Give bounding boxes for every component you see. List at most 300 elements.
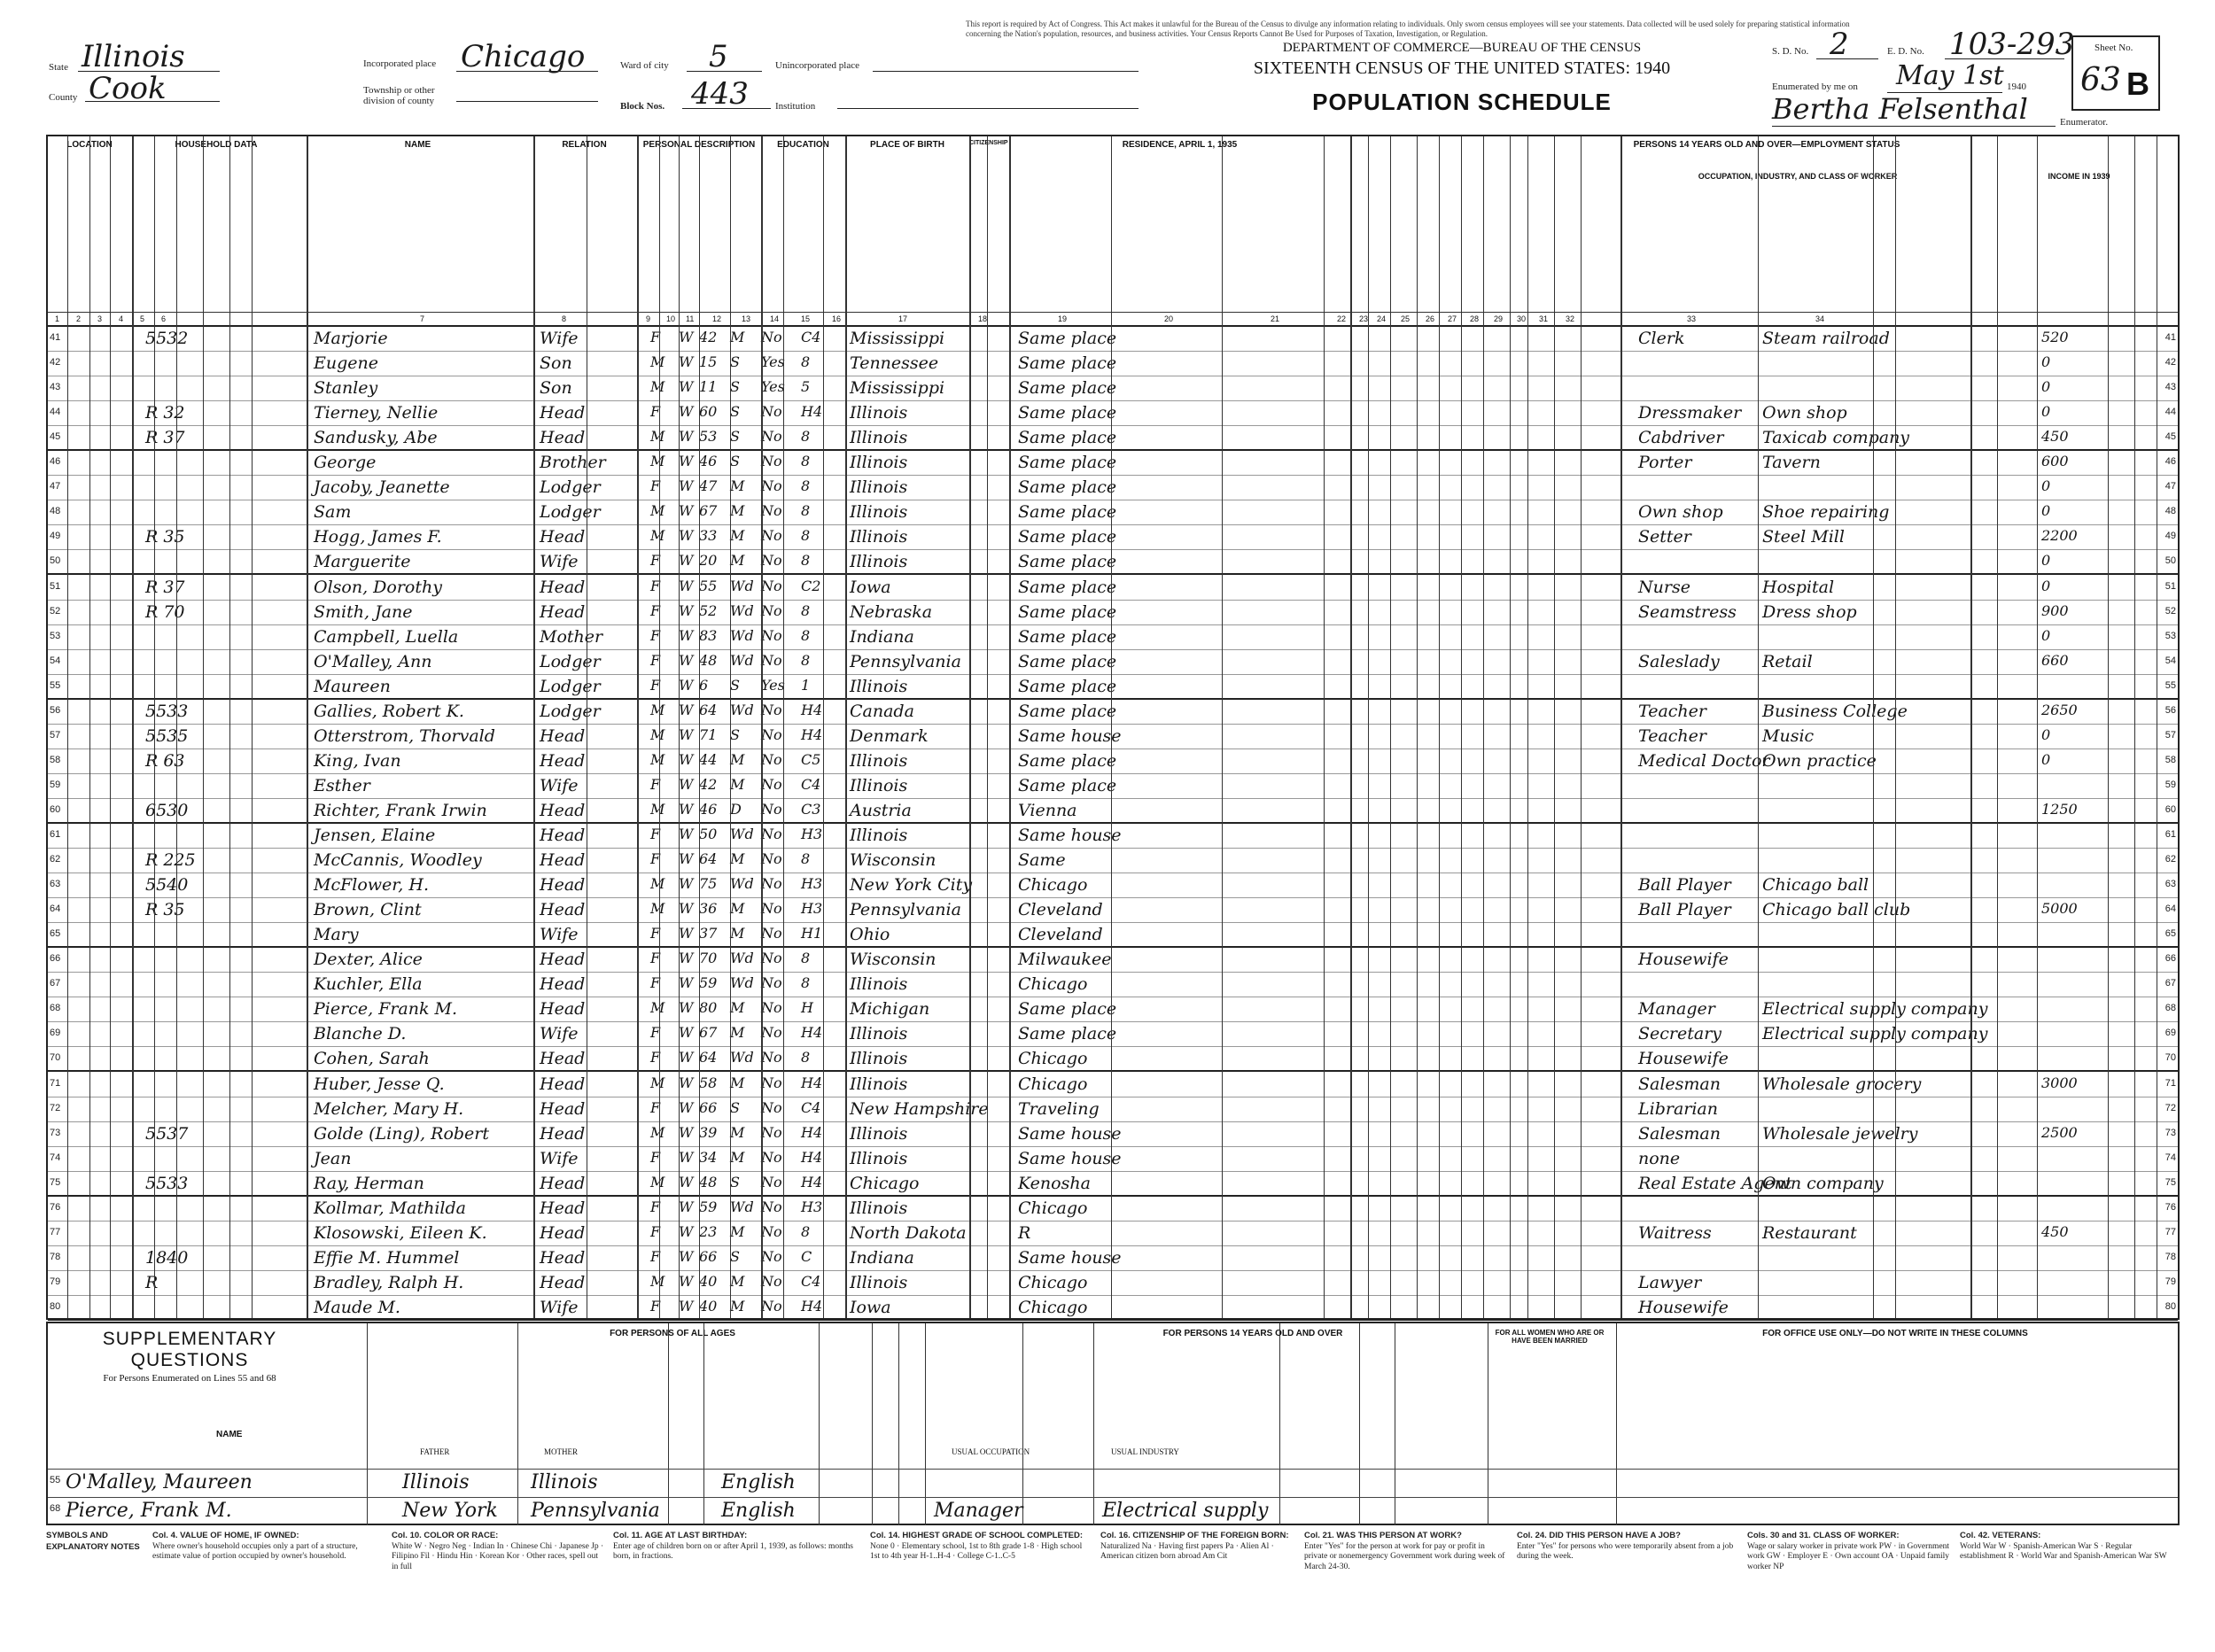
line-number-right: 71 <box>2164 1077 2176 1089</box>
group-education: EDUCATION <box>777 140 829 150</box>
cell-school: No <box>761 651 782 669</box>
line-number-right: 62 <box>2164 854 2176 865</box>
cell-school: No <box>761 1049 782 1066</box>
cell-school: No <box>761 403 782 421</box>
cell-school: No <box>761 502 782 520</box>
cell-ms: M <box>730 1272 745 1290</box>
cell-ind: Electrical supply company <box>1762 999 1988 1020</box>
cell-sex: F <box>650 651 661 669</box>
cell-grade: 8 <box>801 527 811 545</box>
cell-name: Richter, Frank Irwin <box>314 800 487 820</box>
grid-line <box>730 136 731 1318</box>
cell-occ: Medical Doctor <box>1638 750 1770 771</box>
grid-line <box>659 136 660 1318</box>
group-birth: PLACE OF BIRTH <box>870 140 944 150</box>
cell-birth: Illinois <box>850 1074 908 1094</box>
table-row <box>48 401 2178 426</box>
column-number: 20 <box>1164 314 1174 323</box>
cell-sex: F <box>650 552 661 570</box>
cell-res: Same place <box>1018 552 1117 572</box>
line-number: 68 <box>50 1003 61 1014</box>
grid-line <box>1581 136 1582 1318</box>
grid-line <box>2108 136 2109 1318</box>
grid-line <box>1368 136 1369 1318</box>
cell-occ: Own shop <box>1638 502 1723 523</box>
cell-name: Golde (Ling), Robert <box>314 1123 490 1144</box>
cell-res: Same place <box>1018 477 1117 498</box>
line-number-right: 70 <box>2164 1052 2176 1064</box>
table-row <box>48 576 2178 601</box>
cell-house: 1840 <box>145 1247 189 1268</box>
cell-sex: F <box>650 403 661 421</box>
cell-occ: Real Estate Agent <box>1638 1173 1792 1193</box>
department-title: DEPARTMENT OF COMMERCE—BUREAU OF THE CENSUS <box>1282 41 1642 55</box>
supp-cell-tongue: English <box>721 1500 796 1522</box>
cell-occ: Housewife <box>1638 1049 1729 1069</box>
line-number: 72 <box>50 1102 61 1113</box>
column-number: 8 <box>562 314 567 323</box>
cell-school: No <box>761 1272 782 1290</box>
grid-line <box>845 136 847 1318</box>
supp-group-women: FOR ALL WOMEN WHO ARE OR HAVE BEEN MARRIED <box>1495 1329 1605 1345</box>
line-number: 79 <box>50 1276 61 1287</box>
cell-sex: F <box>650 477 661 495</box>
cell-school: No <box>761 1024 782 1042</box>
cell-sex: F <box>650 1247 661 1265</box>
cell-rel: Head <box>540 1198 586 1218</box>
table-row <box>48 601 2178 625</box>
cell-name: Melcher, Mary H. <box>314 1098 464 1119</box>
cell-race: W <box>679 403 694 421</box>
grid-line <box>1620 136 1622 1318</box>
cell-age: 67 <box>699 1024 718 1042</box>
line-number-right: 42 <box>2164 357 2176 368</box>
cell-age: 40 <box>699 1297 718 1315</box>
cell-ms: S <box>730 353 740 371</box>
cell-occ: Housewife <box>1638 1297 1729 1317</box>
enumerator-label: Enumerator. <box>2060 117 2109 128</box>
cell-grade: 8 <box>801 850 811 868</box>
cell-rel: Head <box>540 1074 586 1094</box>
cell-rel: Wife <box>540 1148 579 1168</box>
cell-house: 6530 <box>145 800 189 820</box>
column-number: 22 <box>1337 314 1347 323</box>
note-heading: SYMBOLS AND EXPLANATORY NOTES <box>46 1531 140 1552</box>
cell-rel: Wife <box>540 1024 579 1044</box>
cell-age: 36 <box>699 900 718 918</box>
grid-line <box>637 136 639 1318</box>
group-household: HOUSEHOLD DATA <box>175 140 258 150</box>
cell-res: Traveling <box>1018 1098 1100 1119</box>
note-body: Enter age of children born on or after April 1, 1939, as follows: months born, in fractions. <box>613 1541 853 1561</box>
line-number: 57 <box>50 729 61 741</box>
line-number-right: 72 <box>2164 1102 2176 1113</box>
column-number: 4 <box>119 314 124 323</box>
cell-ms: Wd <box>730 577 754 594</box>
cell-inc: 3000 <box>2041 1074 2078 1091</box>
line-number: 60 <box>50 803 61 815</box>
line-number: 78 <box>50 1251 61 1262</box>
supp-line-number: 55 <box>50 1475 61 1485</box>
cell-birth: Illinois <box>850 477 908 498</box>
line-number-right: 58 <box>2164 754 2176 765</box>
table-row <box>48 898 2178 923</box>
note-block <box>152 1531 383 1563</box>
cell-school: No <box>761 477 782 495</box>
cell-sex: M <box>650 453 665 470</box>
cell-race: W <box>679 428 694 446</box>
cell-age: 67 <box>699 502 718 520</box>
cell-ms: M <box>730 1074 745 1091</box>
cell-grade: H1 <box>801 925 823 942</box>
column-number: 32 <box>1566 314 1575 323</box>
cell-grade: 8 <box>801 453 811 470</box>
cell-ind: Steel Mill <box>1762 527 1845 547</box>
cell-name: Marguerite <box>314 552 411 572</box>
cell-birth: Iowa <box>850 577 891 597</box>
grid-line <box>1527 136 1528 1318</box>
line-number: 46 <box>50 456 61 468</box>
cell-name: Hogg, James F. <box>314 527 442 547</box>
cell-grade: H4 <box>801 1297 823 1315</box>
ward-label: Ward of city <box>620 60 669 71</box>
table-row <box>48 1073 2178 1097</box>
cell-res: Same house <box>1018 1148 1122 1168</box>
note-block <box>870 1531 1092 1563</box>
cell-ind: Own shop <box>1762 403 1847 423</box>
line-number-right: 49 <box>2164 531 2176 542</box>
cell-age: 83 <box>699 626 718 644</box>
cell-school: No <box>761 601 782 619</box>
supp-cell-mother: Pennsylvania <box>531 1500 660 1522</box>
grid-line <box>1873 136 1874 1318</box>
cell-res: Same place <box>1018 750 1117 771</box>
grid-line <box>89 136 90 1318</box>
cell-race: W <box>679 1272 694 1290</box>
cell-name: Smith, Jane <box>314 601 413 622</box>
line-number-right: 56 <box>2164 704 2176 716</box>
grid-line <box>1483 136 1484 1318</box>
cell-name: Olson, Dorothy <box>314 577 442 597</box>
cell-age: 11 <box>699 378 718 396</box>
sheet-side: B <box>2126 66 2149 102</box>
cell-birth: Illinois <box>850 502 908 523</box>
cell-house: 5533 <box>145 1173 189 1193</box>
table-row <box>48 923 2178 948</box>
group-income: INCOME IN 1939 <box>2048 172 2110 181</box>
line-number: 55 <box>50 679 61 691</box>
cell-rel: Head <box>540 875 586 896</box>
column-headers <box>48 136 2178 327</box>
cell-school: No <box>761 626 782 644</box>
cell-name: Campbell, Luella <box>314 626 459 647</box>
cell-name: Stanley <box>314 378 378 399</box>
sd-label: S. D. No. <box>1772 46 1809 57</box>
cell-race: W <box>679 1074 694 1091</box>
cell-name: Blanche D. <box>314 1024 407 1044</box>
cell-occ: Teacher <box>1638 725 1706 746</box>
cell-house: R 37 <box>145 577 185 597</box>
cell-ms: M <box>730 1297 745 1315</box>
grid-line <box>1970 136 1972 1318</box>
cell-birth: Mississippi <box>850 329 945 348</box>
grid-line <box>969 136 971 1318</box>
cell-ms: M <box>730 1024 745 1042</box>
cell-ind: Own practice <box>1762 750 1877 771</box>
cell-school: Yes <box>761 378 785 396</box>
cell-rel: Head <box>540 1222 586 1243</box>
table-row <box>48 426 2178 451</box>
line-number: 74 <box>50 1152 61 1163</box>
cell-res: Same place <box>1018 502 1117 523</box>
grid-line <box>110 136 111 1318</box>
line-number: 67 <box>50 978 61 989</box>
line-number-right: 46 <box>2164 456 2176 468</box>
cell-res: Chicago <box>1018 1049 1088 1069</box>
cell-occ: Porter <box>1638 453 1692 473</box>
cell-birth: Denmark <box>850 725 929 746</box>
column-number: 16 <box>832 314 842 323</box>
note-body: Enter "Yes" for persons who were temporarily absent from a job during the week. <box>1517 1541 1734 1561</box>
cell-ms: M <box>730 775 745 793</box>
cell-grade: H3 <box>801 1198 823 1215</box>
line-number-right: 41 <box>2164 332 2176 343</box>
note-body: Wage or salary worker in private work PW · in Government work GW · Employer E · Own account OA · Unpaid family worker NP <box>1747 1541 1950 1571</box>
cell-res: Milwaukee <box>1018 950 1112 970</box>
ward-value: 5 <box>709 39 728 74</box>
cell-res: Same place <box>1018 676 1117 696</box>
cell-ms: Wd <box>730 875 754 893</box>
cell-race: W <box>679 974 694 992</box>
cell-race: W <box>679 875 694 893</box>
cell-res: Same house <box>1018 1123 1122 1144</box>
group-relation: RELATION <box>562 140 607 150</box>
note-body: World War W · Spanish-American War S · Regular establishment R · World War and Spanish-American War SW <box>1960 1541 2167 1561</box>
cell-house: R <box>145 1272 159 1292</box>
ed-value: 103-293 <box>1949 27 2075 62</box>
cell-occ: Nurse <box>1638 577 1690 597</box>
cell-res: Cleveland <box>1018 925 1103 945</box>
cell-ms: S <box>730 428 740 446</box>
cell-race: W <box>679 552 694 570</box>
grid-line <box>203 136 204 1318</box>
cell-age: 59 <box>699 974 718 992</box>
column-number: 3 <box>97 314 103 323</box>
cell-res: Chicago <box>1018 875 1088 896</box>
table-row <box>48 1147 2178 1172</box>
cell-school: No <box>761 329 782 345</box>
cell-school: No <box>761 999 782 1017</box>
county-value: Cook <box>89 71 167 106</box>
cell-sex: F <box>650 601 661 619</box>
block-label: Block Nos. <box>620 101 665 112</box>
cell-grade: C2 <box>801 577 821 594</box>
supplementary-subtitle: For Persons Enumerated on Lines 55 and 68 <box>103 1373 276 1384</box>
cell-res: Same place <box>1018 527 1117 547</box>
cell-res: Kenosha <box>1018 1173 1091 1193</box>
cell-birth: Nebraska <box>850 601 933 622</box>
cell-name: Tierney, Nellie <box>314 403 439 423</box>
cell-occ: Saleslady <box>1638 651 1720 671</box>
line-number: 53 <box>50 630 61 641</box>
cell-age: 55 <box>699 577 718 594</box>
cell-rel: Wife <box>540 775 579 795</box>
cell-res: Same house <box>1018 826 1122 845</box>
cell-age: 64 <box>699 701 718 718</box>
cell-name: King, Ivan <box>314 750 401 771</box>
line-number: 51 <box>50 580 61 592</box>
cell-school: No <box>761 850 782 868</box>
group-employment: PERSONS 14 YEARS OLD AND OVER—EMPLOYMENT STATUS <box>1633 140 1900 150</box>
cell-name: Pierce, Frank M. <box>314 999 458 1020</box>
cell-res: R <box>1018 1222 1031 1243</box>
cell-ms: S <box>730 453 740 470</box>
line-number-right: 76 <box>2164 1201 2176 1213</box>
cell-birth: Illinois <box>850 1198 908 1218</box>
cell-school: No <box>761 552 782 570</box>
grid-line <box>1417 136 1418 1318</box>
table-row <box>48 948 2178 973</box>
note-block <box>1100 1531 1295 1563</box>
cell-ms: M <box>730 750 745 768</box>
cell-inc: 0 <box>2041 750 2051 768</box>
table-row <box>48 873 2178 898</box>
cell-ms: M <box>730 527 745 545</box>
note-heading: Col. 24. DID THIS PERSON HAVE A JOB? <box>1517 1531 1681 1540</box>
cell-race: W <box>679 800 694 818</box>
supp-cell-mother: Illinois <box>531 1471 598 1493</box>
cell-ms: Wd <box>730 1198 754 1215</box>
cell-inc: 0 <box>2041 552 2051 570</box>
cell-grade: 8 <box>801 477 811 495</box>
enumerator-name: Bertha Felsenthal <box>1772 92 2028 126</box>
cell-name: Kollmar, Mathilda <box>314 1198 466 1218</box>
grid-line <box>699 136 700 1318</box>
supp-cell-occ: Manager <box>934 1500 1023 1522</box>
group-name: NAME <box>404 140 431 150</box>
cell-race: W <box>679 1049 694 1066</box>
cell-birth: Wisconsin <box>850 850 937 871</box>
cell-sex: M <box>650 428 665 446</box>
cell-ms: M <box>730 477 745 495</box>
cell-sex: F <box>650 974 661 992</box>
cell-rel: Lodger <box>540 502 601 523</box>
cell-age: 80 <box>699 999 718 1017</box>
line-number: 44 <box>50 407 61 418</box>
table-row <box>48 1271 2178 1296</box>
column-number: 6 <box>161 314 167 323</box>
cell-res: Chicago <box>1018 974 1088 995</box>
line-number-right: 63 <box>2164 879 2176 890</box>
supp-cell-name: O'Malley, Maureen <box>66 1471 253 1493</box>
cell-sex: F <box>650 1098 661 1116</box>
cell-sex: M <box>650 502 665 520</box>
cell-res: Same house <box>1018 1247 1122 1268</box>
cell-sex: F <box>650 850 661 868</box>
cell-house: 5535 <box>145 725 189 746</box>
cell-school: No <box>761 1148 782 1166</box>
cell-school: No <box>761 974 782 992</box>
cell-rel: Head <box>540 974 586 995</box>
cell-ms: Wd <box>730 651 754 669</box>
cell-birth: Pennsylvania <box>850 651 961 671</box>
cell-grade: 8 <box>801 950 811 967</box>
line-number: 59 <box>50 779 61 790</box>
cell-ind: Dress shop <box>1762 601 1857 622</box>
cell-name: Mary <box>314 925 359 945</box>
cell-house: 5537 <box>145 1123 189 1144</box>
cell-ms: Wd <box>730 974 754 992</box>
cell-race: W <box>679 353 694 371</box>
cell-birth: Iowa <box>850 1297 891 1317</box>
cell-school: No <box>761 925 782 942</box>
grid-line <box>2037 136 2038 1318</box>
supp-industry-label: USUAL INDUSTRY <box>1111 1447 1179 1456</box>
cell-sex: M <box>650 800 665 818</box>
cell-birth: Indiana <box>850 1247 914 1268</box>
cell-age: 33 <box>699 527 718 545</box>
cell-birth: Chicago <box>850 1173 920 1193</box>
supplementary-row <box>48 1469 2178 1497</box>
line-number: 48 <box>50 506 61 517</box>
cell-school: No <box>761 527 782 545</box>
line-number-right: 57 <box>2164 729 2176 741</box>
cell-birth: Illinois <box>850 1148 908 1168</box>
cell-inc: 660 <box>2041 651 2069 669</box>
cell-ind: Steam railroad <box>1762 329 1890 348</box>
cell-birth: Pennsylvania <box>850 900 961 920</box>
cell-occ: Secretary <box>1638 1024 1722 1044</box>
cell-grade: C5 <box>801 750 821 768</box>
cell-res: Same place <box>1018 378 1117 399</box>
cell-race: W <box>679 378 694 396</box>
cell-race: W <box>679 1198 694 1215</box>
cell-birth: Mississippi <box>850 378 945 399</box>
line-number-right: 55 <box>2164 679 2176 691</box>
group-residence: RESIDENCE, APRIL 1, 1935 <box>1122 140 1238 150</box>
cell-rel: Wife <box>540 925 579 945</box>
cell-ms: S <box>730 403 740 421</box>
cell-name: O'Malley, Ann <box>314 651 432 671</box>
group-citizenship: CITIZENSHIP <box>969 140 1008 146</box>
cell-ind: Restaurant <box>1762 1222 1857 1243</box>
cell-birth: Illinois <box>850 1049 908 1069</box>
column-number: 18 <box>978 314 988 323</box>
cell-school: No <box>761 826 782 842</box>
cell-occ: Clerk <box>1638 329 1685 348</box>
cell-res: Same place <box>1018 701 1117 721</box>
cell-name: Jean <box>314 1148 352 1168</box>
cell-res: Chicago <box>1018 1297 1088 1317</box>
table-row <box>48 1097 2178 1122</box>
cell-birth: Illinois <box>850 527 908 547</box>
cell-res: Same place <box>1018 428 1117 448</box>
cell-school: No <box>761 1173 782 1191</box>
table-row <box>48 1022 2178 1047</box>
cell-inc: 0 <box>2041 626 2051 644</box>
supp-group-14: FOR PERSONS 14 YEARS OLD AND OVER <box>1162 1329 1343 1338</box>
cell-birth: Indiana <box>850 626 914 647</box>
column-number: 2 <box>76 314 82 323</box>
cell-ms: M <box>730 329 745 345</box>
cell-rel: Head <box>540 1247 586 1268</box>
cell-rel: Brother <box>540 453 606 473</box>
cell-house: 5540 <box>145 875 189 896</box>
cell-ms: Wd <box>730 601 754 619</box>
grid-line <box>1439 136 1440 1318</box>
line-number: 77 <box>50 1226 61 1237</box>
line-number: 75 <box>50 1176 61 1188</box>
